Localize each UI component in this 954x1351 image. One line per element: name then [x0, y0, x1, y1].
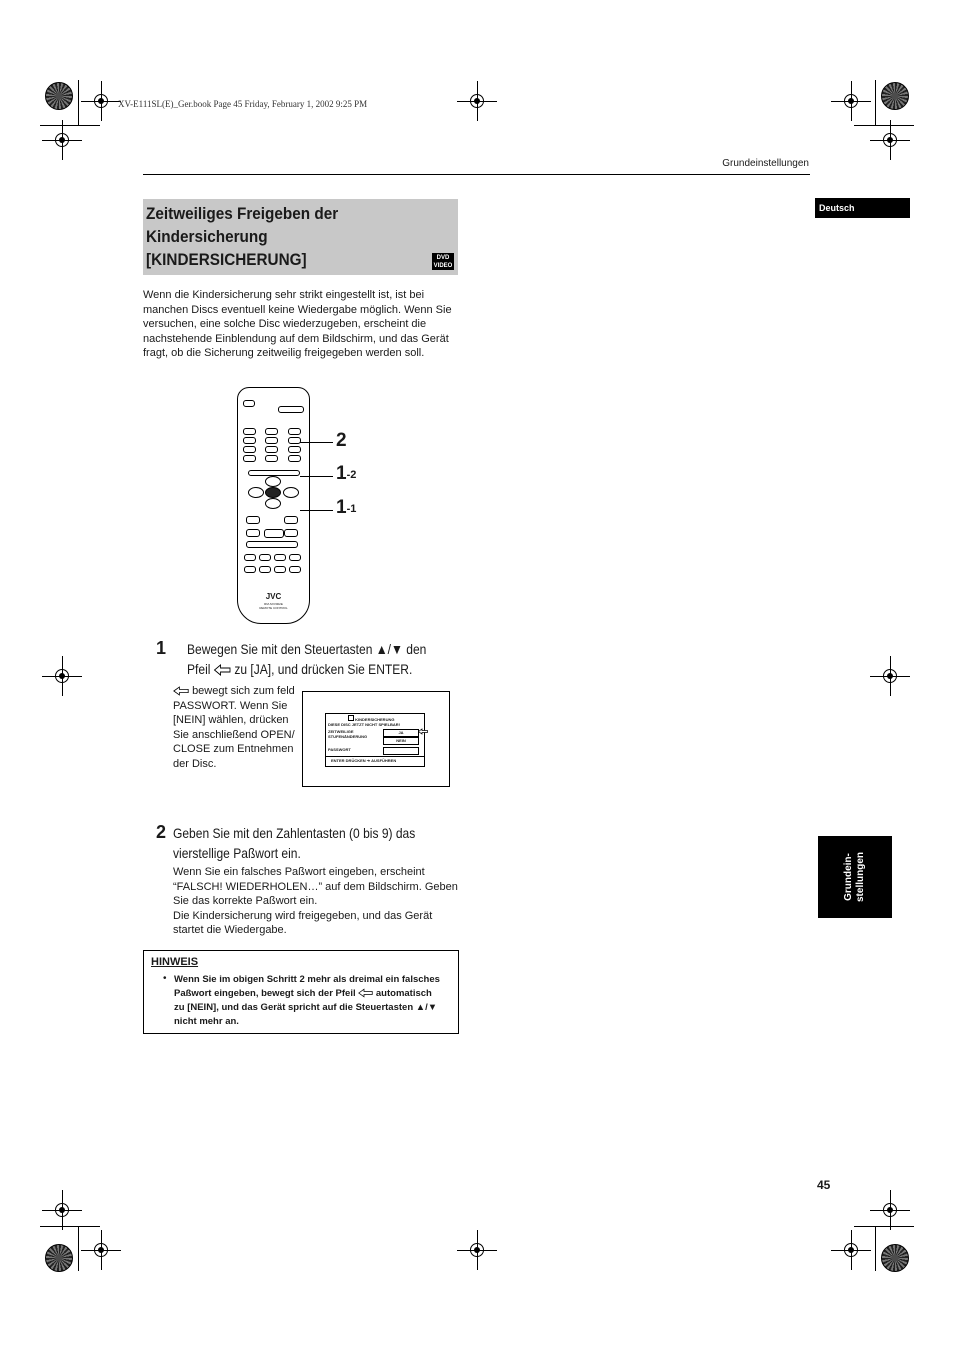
crop-line	[40, 1226, 100, 1227]
callout-number: 1	[336, 497, 347, 518]
arrow-left-icon	[173, 686, 189, 696]
osd-divider	[326, 756, 424, 757]
lock-icon	[348, 715, 354, 721]
number-button	[243, 428, 256, 435]
number-button	[288, 455, 301, 462]
badge-bottom: VIDEO	[433, 263, 453, 269]
osd-option-ja: JA	[383, 729, 419, 737]
play-button	[264, 529, 284, 538]
osd-title-text: KINDERSICHERUNG	[355, 717, 395, 722]
header-rule	[143, 174, 810, 175]
page-title: Zeitweiliges Freigeben der Kindersicherung [KINDERSICHERUNG]	[146, 204, 339, 269]
step-1-line-a: Bewegen Sie mit den Steuertasten ▲/▼ den	[187, 641, 427, 657]
step-1-note-text: bewegt sich zum feld PASSWORT. Wenn Sie [NEIN] wählen, drücken Sie anschließend OPEN/ CLOSE zum Entnehmen der Disc.	[173, 685, 295, 770]
osd-label-zeit: ZEITWEILIGE	[328, 729, 354, 734]
number-button	[243, 455, 256, 462]
section-header: Grundeinstellungen	[722, 158, 809, 169]
crop-line	[40, 125, 100, 126]
right-key	[283, 487, 299, 498]
callout-1-1	[336, 497, 356, 519]
osd-label-pass: PASSWORT	[328, 747, 351, 752]
osd-footer-a: ENTER DRÜCKEN	[331, 758, 366, 763]
crop-line	[875, 1226, 876, 1271]
crop-line	[78, 1226, 79, 1271]
callout-line	[300, 476, 333, 477]
open-close-button	[243, 400, 255, 407]
number-button	[243, 437, 256, 444]
registration-disc	[881, 1244, 909, 1272]
registration-disc	[45, 1244, 73, 1272]
hint-box	[143, 950, 459, 1034]
crop-line	[78, 80, 79, 125]
step-1-number: 1	[156, 638, 167, 658]
callout-number: 1	[336, 463, 347, 484]
callout-line	[300, 442, 333, 443]
down-key	[265, 498, 281, 509]
small-button	[289, 554, 301, 561]
crop-line	[875, 80, 876, 125]
osd-line1: DIESE DISC JETZT NICHT SPIELBAR!	[328, 722, 401, 727]
callout-number: 2	[336, 430, 347, 451]
osd-footer	[331, 758, 396, 763]
small-button	[259, 566, 271, 573]
stop-button	[246, 529, 260, 537]
hint-bullet: •	[163, 973, 167, 984]
number-button	[288, 428, 301, 435]
dvd-video-badge	[432, 253, 454, 270]
hint-text	[174, 973, 444, 1029]
number-button	[243, 446, 256, 453]
remote-brand-logo: JVC	[265, 592, 282, 601]
side-tab	[818, 836, 892, 918]
number-button	[265, 446, 278, 453]
hint-text-b: automatisch zu [NEIN], und das Gerät spricht auf die Steuertasten ▲/▼ nicht mehr an.	[174, 988, 438, 1027]
up-key	[265, 476, 281, 487]
step-2-body	[173, 865, 463, 938]
title-box	[143, 199, 458, 275]
callout-2	[336, 430, 347, 452]
arrow-right-icon: ➔	[366, 758, 371, 763]
enter-key	[265, 487, 281, 498]
small-button	[274, 566, 286, 573]
crop-line	[854, 125, 914, 126]
tv-screen-frame	[302, 691, 450, 787]
previous-button	[246, 516, 260, 524]
remote-model-1: RM-SXV002E	[264, 602, 283, 606]
step-1-pre: Pfeil	[187, 661, 211, 677]
step-1-post: zu [JA], und drücken Sie ENTER.	[234, 661, 413, 677]
badge-top: DVD	[436, 255, 450, 261]
hint-text-a: Wenn Sie im obigen Schritt 2 mehr als dreimal ein falsches Paßwort eingeben, bewegt sich der Pfeil	[174, 974, 440, 999]
step-2-number: 2	[156, 822, 167, 842]
callout-line	[300, 510, 333, 511]
osd-password-field	[383, 747, 419, 755]
arrow-left-icon	[214, 664, 231, 676]
small-button	[244, 554, 256, 561]
callout-1-2	[336, 463, 356, 485]
registration-disc	[45, 82, 73, 110]
step-2-body-2: Die Kindersicherung wird freigegeben, und das Gerät startet die Wiedergabe.	[173, 909, 433, 936]
osd-title	[348, 715, 394, 722]
file-info: XV-E111SL(E)_Ger.book Page 45 Friday, February 1, 2002 9:25 PM	[118, 99, 368, 109]
number-button	[288, 446, 301, 453]
remote-model-2: REMOTE CONTROL	[259, 606, 288, 610]
crop-line	[854, 1226, 914, 1227]
osd-screen	[325, 713, 425, 767]
osd-option-nein: NEIN	[383, 737, 419, 745]
next-button	[284, 516, 298, 524]
arrow-left-icon	[358, 988, 373, 998]
callout-sub: -1	[346, 503, 357, 515]
number-button	[265, 428, 278, 435]
step-1-line-b	[187, 659, 412, 679]
side-tab-label: Grundein- stellungen	[843, 851, 866, 903]
language-tab: Deutsch	[815, 198, 910, 218]
pause-button	[284, 529, 298, 537]
small-button	[289, 566, 301, 573]
skip-bar	[246, 541, 298, 548]
arrow-left-icon	[418, 728, 428, 735]
remote-control-illustration	[237, 387, 310, 624]
step-1-note	[173, 684, 298, 771]
small-button	[259, 554, 271, 561]
small-button	[244, 566, 256, 573]
intro-paragraph: Wenn die Kindersicherung sehr strikt eingestellt ist, ist bei manchen Discs eventuell keine Wiedergabe möglich. Wenn Sie versuchen, eine solche Disc wiederzugeben, erscheint die nachstehende Einblendung auf dem Bildschirm, und das Gerät fragt, ob die Sicherung zeitweilig freigegeben werden soll.	[143, 289, 452, 359]
number-button	[265, 455, 278, 462]
callout-sub: -2	[346, 469, 357, 481]
step-2-body-1: Wenn Sie ein falsches Paßwort eingeben, erscheint “FALSCH! WIEDERHOLEN…” auf dem Bildschirm. Geben Sie das korrekte Paßwort ein.	[173, 866, 458, 907]
osd-footer-b: AUSFÜHREN	[371, 758, 397, 763]
number-button	[265, 437, 278, 444]
hint-title: HINWEIS	[151, 956, 199, 968]
step-2-line-b: vierstellige Paßwort ein.	[173, 845, 301, 861]
small-button	[274, 554, 286, 561]
osd-label-stufe: STUFENÄNDERUNG	[328, 734, 368, 739]
standby-button	[278, 406, 304, 413]
page-number: 45	[817, 1178, 831, 1192]
step-2-line-a: Geben Sie mit den Zahlentasten (0 bis 9) das	[173, 825, 416, 841]
left-key	[248, 487, 264, 498]
registration-disc	[881, 82, 909, 110]
